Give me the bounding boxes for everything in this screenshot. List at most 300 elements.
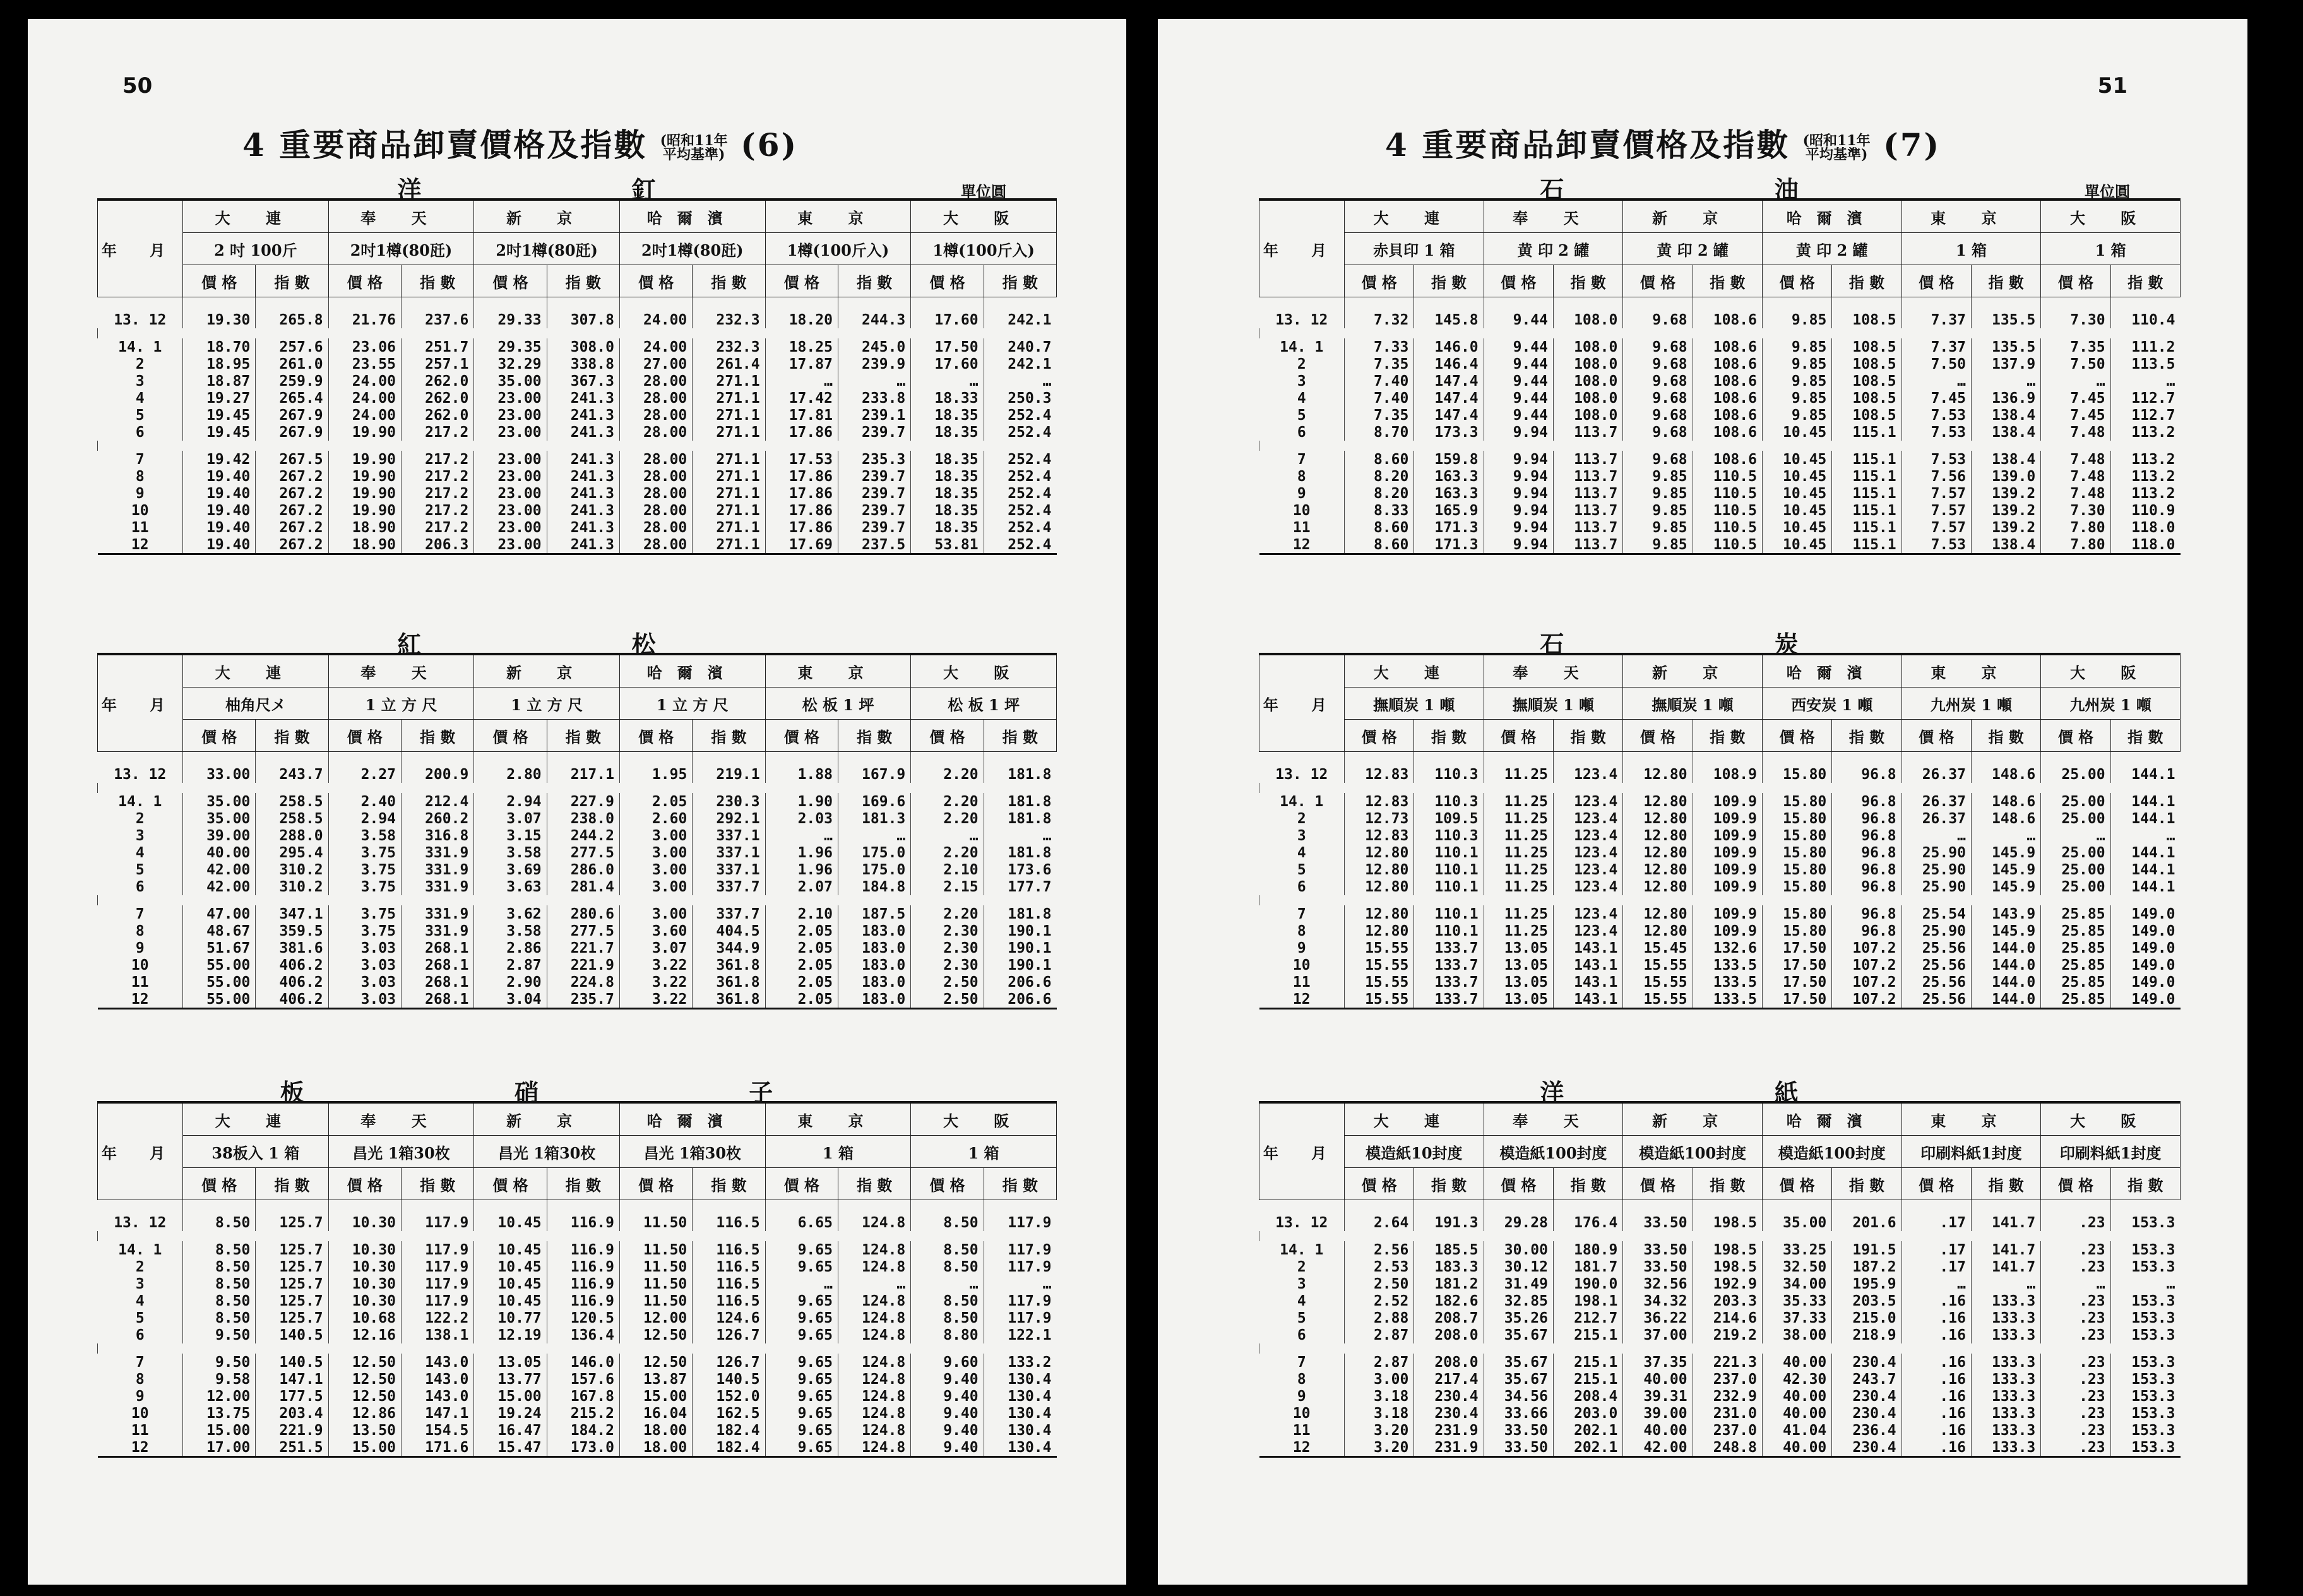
index-cell: 124.8 — [838, 1439, 910, 1457]
index-cell: 115.1 — [1832, 536, 1901, 554]
commodity-title: 石 油 — [1540, 176, 1900, 204]
price-cell: .23 — [2041, 1405, 2110, 1422]
price-cell: 17.86 — [765, 502, 838, 519]
price-cell: 12.80 — [1345, 861, 1414, 878]
price-cell: 8.80 — [911, 1326, 984, 1343]
price-cell: 51.67 — [183, 939, 256, 956]
index-header: 指 數 — [838, 1168, 910, 1200]
index-cell: 110.1 — [1414, 878, 1484, 895]
index-cell: 361.8 — [693, 956, 765, 974]
city-header: 新 京 — [1623, 1102, 1763, 1136]
index-cell: … — [838, 827, 910, 844]
row-spacer — [98, 441, 1057, 451]
index-cell: 125.7 — [256, 1241, 328, 1258]
price-cell: 8.60 — [1345, 451, 1414, 468]
index-cell: 96.8 — [1832, 793, 1901, 810]
price-header: 價 格 — [1345, 1168, 1414, 1200]
price-cell: 8.60 — [1345, 536, 1414, 554]
index-cell: … — [1971, 372, 2040, 390]
index-cell: 110.1 — [1414, 844, 1484, 861]
price-cell: 13.05 — [1484, 956, 1553, 974]
index-cell: 117.9 — [401, 1200, 473, 1232]
row-spacer — [98, 783, 1057, 793]
index-cell: 258.5 — [256, 810, 328, 827]
price-cell: 16.04 — [619, 1405, 692, 1422]
index-cell: 252.4 — [984, 407, 1056, 424]
price-cell: 3.58 — [474, 844, 547, 861]
price-cell: 18.35 — [911, 502, 984, 519]
price-cell: 19.45 — [183, 407, 256, 424]
price-cell: 9.65 — [765, 1388, 838, 1405]
index-cell: 240.7 — [984, 338, 1056, 355]
index-cell: 124.8 — [838, 1405, 910, 1422]
price-cell: 33.25 — [1762, 1241, 1831, 1258]
period-cell: 9 — [1297, 485, 1306, 502]
price-cell: 9.44 — [1484, 390, 1553, 407]
period-cell: 4 — [1297, 1292, 1306, 1309]
index-cell: 96.8 — [1832, 810, 1901, 827]
index-cell: 239.7 — [838, 468, 910, 485]
index-cell: 113.7 — [1553, 451, 1622, 468]
table-row — [1259, 1275, 2181, 1292]
price-cell: 3.00 — [619, 905, 692, 922]
index-header: 指 數 — [1971, 1168, 2040, 1200]
index-cell: 177.5 — [256, 1388, 328, 1405]
price-table — [97, 1101, 1057, 1458]
price-cell: 19.27 — [183, 390, 256, 407]
index-cell: 116.9 — [547, 1292, 619, 1309]
index-cell: 331.9 — [401, 905, 473, 922]
price-cell: 35.00 — [474, 372, 547, 390]
table-row — [98, 519, 1057, 536]
index-cell: 133.3 — [1971, 1354, 2040, 1371]
price-cell: 13.77 — [474, 1371, 547, 1388]
table-row — [1259, 793, 2181, 810]
price-cell: 23.00 — [474, 424, 547, 441]
price-cell: 35.00 — [1762, 1200, 1831, 1232]
price-cell: 40.00 — [183, 844, 256, 861]
spec-header: 1樽(100斤入) — [911, 233, 1057, 265]
index-cell: 267.2 — [256, 502, 328, 519]
price-cell: 32.85 — [1484, 1292, 1553, 1309]
price-cell: 23.00 — [474, 407, 547, 424]
city-header: 奉 天 — [328, 200, 474, 233]
index-cell: 133.7 — [1414, 939, 1484, 956]
index-cell: 187.5 — [838, 905, 910, 922]
index-header: 指 數 — [838, 720, 910, 752]
index-cell: 108.6 — [1693, 424, 1762, 441]
index-cell: 236.4 — [1832, 1422, 1901, 1439]
price-cell: 7.48 — [2041, 485, 2110, 502]
index-cell: 202.1 — [1553, 1439, 1622, 1457]
index-cell: 181.8 — [984, 752, 1056, 783]
spec-header: 2吋1樽(80瓩) — [619, 233, 765, 265]
price-cell: 2.88 — [1345, 1309, 1414, 1326]
index-cell: 195.9 — [1832, 1275, 1901, 1292]
period-cell: 4 — [135, 390, 145, 407]
period-cell: 7 — [1297, 1354, 1306, 1371]
price-cell: .23 — [2041, 1388, 2110, 1405]
price-cell: 9.44 — [1484, 338, 1553, 355]
price-header: 價 格 — [328, 720, 401, 752]
price-cell: 3.75 — [328, 922, 401, 939]
price-cell: 19.90 — [328, 451, 401, 468]
period-cell: 2 — [1297, 810, 1306, 827]
period-cell: 13. 12 — [1275, 1214, 1328, 1231]
block-header — [97, 625, 1057, 658]
price-cell: 2.90 — [474, 974, 547, 991]
price-cell: 10.30 — [328, 1292, 401, 1309]
index-cell: 181.8 — [984, 844, 1056, 861]
price-cell: 9.85 — [1762, 372, 1831, 390]
index-cell: 257.6 — [256, 338, 328, 355]
index-cell: 153.3 — [2110, 1439, 2180, 1457]
index-cell: 133.3 — [1971, 1371, 2040, 1388]
price-cell: 9.68 — [1623, 355, 1693, 372]
index-cell: 144.0 — [1971, 939, 2040, 956]
period-cell: 14. 1 — [1280, 793, 1324, 810]
index-cell: 406.2 — [256, 974, 328, 991]
price-cell: .17 — [1901, 1241, 1971, 1258]
price-cell: 12.16 — [328, 1326, 401, 1343]
title-note: (昭和11年 平均基準) — [660, 133, 728, 163]
period-cell: 12 — [1259, 1439, 1345, 1457]
table-row — [1259, 536, 2181, 554]
index-cell: 124.8 — [838, 1326, 910, 1343]
index-cell: 224.8 — [547, 974, 619, 991]
price-cell: 8.20 — [1345, 468, 1414, 485]
price-cell: 3.03 — [328, 974, 401, 991]
price-cell: 33.00 — [183, 752, 256, 783]
city-header: 新 京 — [474, 200, 620, 233]
index-cell: 108.5 — [1832, 338, 1901, 355]
commodity-title: 洋 釘 — [397, 176, 757, 204]
price-cell: 23.55 — [328, 355, 401, 372]
row-spacer — [98, 1343, 1057, 1354]
price-cell: 8.20 — [1345, 485, 1414, 502]
price-cell: 9.65 — [765, 1241, 838, 1258]
price-cell: 1.90 — [765, 793, 838, 810]
price-cell: 17.60 — [911, 355, 984, 372]
price-cell: 3.22 — [619, 991, 692, 1009]
price-cell: … — [765, 827, 838, 844]
price-cell: 30.12 — [1484, 1258, 1553, 1275]
period-cell: 5 — [135, 407, 145, 424]
index-cell: 239.9 — [838, 355, 910, 372]
index-cell: 124.8 — [838, 1354, 910, 1371]
index-cell: 153.3 — [2110, 1371, 2180, 1388]
unit-label: 單位圓 — [961, 182, 1006, 201]
index-header: 指 數 — [1414, 1168, 1484, 1200]
price-cell: 28.00 — [619, 485, 692, 502]
price-cell: 9.60 — [911, 1354, 984, 1371]
row-spacer — [1259, 1231, 2181, 1241]
price-cell: 42.30 — [1762, 1371, 1831, 1388]
index-cell: 115.1 — [1832, 502, 1901, 519]
index-cell: 262.0 — [401, 372, 473, 390]
index-cell: 116.5 — [693, 1258, 765, 1275]
period-cell: 3 — [1297, 1275, 1306, 1292]
index-cell: 108.6 — [1693, 338, 1762, 355]
price-cell: 9.94 — [1484, 519, 1553, 536]
price-cell: 55.00 — [183, 991, 256, 1009]
row-spacer — [1259, 328, 2181, 338]
page-title — [242, 120, 798, 165]
index-cell: 96.8 — [1832, 861, 1901, 878]
price-cell: 8.50 — [183, 1309, 256, 1326]
index-cell: 337.7 — [693, 878, 765, 895]
price-cell: 10.45 — [1762, 502, 1831, 519]
index-cell: 187.2 — [1832, 1258, 1901, 1275]
index-cell: 149.0 — [2110, 939, 2180, 956]
price-cell: 2.52 — [1345, 1292, 1414, 1309]
index-cell: 144.1 — [2110, 878, 2180, 895]
price-cell: .23 — [2041, 1200, 2110, 1232]
index-cell: 133.3 — [1971, 1292, 2040, 1309]
price-cell: 23.06 — [328, 338, 401, 355]
index-cell: 112.7 — [2110, 407, 2180, 424]
period-cell: 11 — [131, 974, 149, 991]
price-cell: 1.96 — [765, 844, 838, 861]
price-header: 價 格 — [183, 265, 256, 297]
price-cell: 15.80 — [1762, 844, 1831, 861]
measure-row — [98, 265, 1057, 297]
price-cell: 7.45 — [1901, 390, 1971, 407]
index-cell: 137.9 — [1971, 355, 2040, 372]
index-cell: 153.3 — [2110, 1258, 2180, 1275]
index-header: 指 數 — [1553, 720, 1622, 752]
index-cell: 117.9 — [984, 1241, 1056, 1258]
price-cell: 15.80 — [1762, 810, 1831, 827]
spec-header: 1 箱 — [1901, 233, 2041, 265]
city-header: 大 阪 — [2041, 200, 2181, 233]
index-cell: 232.3 — [693, 338, 765, 355]
price-cell: 25.90 — [1901, 861, 1971, 878]
index-cell: 242.1 — [984, 297, 1056, 329]
price-cell: 23.00 — [474, 519, 547, 536]
index-cell: 115.1 — [1832, 485, 1901, 502]
period-cell: 3 — [135, 372, 145, 390]
index-cell: 107.2 — [1832, 939, 1901, 956]
table-row — [1259, 1354, 2181, 1371]
index-header: 指 數 — [984, 1168, 1056, 1200]
price-cell: 7.53 — [1901, 451, 1971, 468]
price-table — [1259, 1101, 2181, 1458]
period-cell: 10 — [131, 956, 149, 974]
index-cell: 331.9 — [401, 844, 473, 861]
index-cell: 176.4 — [1553, 1200, 1622, 1232]
index-cell: 136.9 — [1971, 390, 2040, 407]
index-cell: 139.2 — [1971, 502, 2040, 519]
price-cell: 17.86 — [765, 424, 838, 441]
index-cell: 251.5 — [256, 1439, 328, 1457]
index-cell: 235.3 — [838, 451, 910, 468]
index-cell: 108.5 — [1832, 355, 1901, 372]
price-cell: 7.35 — [1345, 407, 1414, 424]
price-cell: 40.00 — [1623, 1371, 1693, 1388]
index-cell: 115.1 — [1832, 451, 1901, 468]
price-cell: 11.25 — [1484, 752, 1553, 783]
period-cell: 14. 1 — [1280, 1241, 1324, 1258]
index-cell: 144.1 — [2110, 844, 2180, 861]
price-cell: 3.03 — [328, 939, 401, 956]
period-cell: 5 — [135, 1309, 145, 1326]
index-cell: 144.1 — [2110, 861, 2180, 878]
period-cell: 7 — [135, 905, 145, 922]
index-cell: 208.0 — [1414, 1354, 1484, 1371]
city-header: 奉 天 — [1484, 1102, 1623, 1136]
price-cell: 18.90 — [328, 536, 401, 554]
index-cell: 250.3 — [984, 390, 1056, 407]
period-cell: 8 — [1297, 922, 1306, 939]
period-cell: 6 — [1297, 878, 1306, 895]
price-header: 價 格 — [474, 265, 547, 297]
spec-header: 黄 印 2 罐 — [1484, 233, 1623, 265]
index-cell: 267.2 — [256, 468, 328, 485]
index-cell: 143.0 — [401, 1388, 473, 1405]
price-cell: 11.25 — [1484, 905, 1553, 922]
index-cell: 238.0 — [547, 810, 619, 827]
index-cell: 146.0 — [547, 1354, 619, 1371]
table-row — [1259, 974, 2181, 991]
measure-row — [1259, 1168, 2181, 1200]
city-header: 大 連 — [1345, 200, 1484, 233]
index-cell: 260.2 — [401, 810, 473, 827]
index-cell: 145.9 — [1971, 861, 2040, 878]
period-cell: 14. 1 — [118, 338, 162, 355]
index-cell: 146.4 — [1414, 355, 1484, 372]
index-cell: 191.5 — [1832, 1241, 1901, 1258]
price-cell: 19.40 — [183, 536, 256, 554]
index-header: 指 數 — [1414, 265, 1484, 297]
price-cell: 11.25 — [1484, 861, 1553, 878]
period-cell: 4 — [135, 1292, 145, 1309]
spec-header: 昌光 1箱30枚 — [328, 1136, 474, 1168]
city-header: 哈爾濱 — [619, 654, 765, 688]
page-title — [1385, 120, 1941, 165]
index-cell: 241.3 — [547, 390, 619, 407]
table-row — [1259, 407, 2181, 424]
row-spacer — [98, 1231, 1057, 1241]
index-cell: 227.9 — [547, 793, 619, 810]
price-cell: 25.00 — [2041, 878, 2110, 895]
row-spacer — [1259, 1343, 2181, 1354]
price-cell: 12.83 — [1345, 752, 1414, 783]
spec-header: 1樽(100斤入) — [765, 233, 911, 265]
price-cell: 9.44 — [1484, 407, 1553, 424]
price-cell: 8.50 — [183, 1258, 256, 1275]
index-cell: 144.0 — [1971, 991, 2040, 1009]
table-row — [98, 1405, 1057, 1422]
period-cell: 6 — [135, 878, 145, 895]
price-cell: .23 — [2041, 1258, 2110, 1275]
price-cell: 17.50 — [1762, 974, 1831, 991]
index-cell: 271.1 — [693, 451, 765, 468]
price-cell: 15.00 — [328, 1439, 401, 1457]
index-cell: 144.1 — [2110, 793, 2180, 810]
index-cell: 154.5 — [401, 1422, 473, 1439]
price-cell: 23.00 — [474, 468, 547, 485]
index-header: 指 數 — [1832, 720, 1901, 752]
index-cell: 96.8 — [1832, 827, 1901, 844]
city-header: 大 連 — [1345, 1102, 1484, 1136]
index-cell: 190.1 — [984, 956, 1056, 974]
price-header: 價 格 — [1623, 265, 1693, 297]
spec-header: 西安炭 1 噸 — [1762, 688, 1901, 720]
price-header: 價 格 — [1623, 1168, 1693, 1200]
index-cell: 124.8 — [838, 1371, 910, 1388]
price-cell: 3.62 — [474, 905, 547, 922]
price-cell: 2.94 — [328, 810, 401, 827]
price-cell: 7.48 — [2041, 424, 2110, 441]
index-header: 指 數 — [1553, 1168, 1622, 1200]
index-cell: 109.9 — [1693, 793, 1762, 810]
period-cell: 10 — [131, 502, 149, 519]
index-cell: 230.3 — [693, 793, 765, 810]
city-header: 大 連 — [183, 1102, 329, 1136]
index-cell: 337.1 — [693, 844, 765, 861]
index-cell: 149.0 — [2110, 974, 2180, 991]
index-cell: 217.4 — [1414, 1371, 1484, 1388]
price-cell: 8.50 — [911, 1241, 984, 1258]
city-header: 哈爾濱 — [1762, 654, 1901, 688]
index-cell: 107.2 — [1832, 974, 1901, 991]
table-row — [98, 1439, 1057, 1457]
index-cell: 96.8 — [1832, 844, 1901, 861]
index-cell: 117.9 — [401, 1292, 473, 1309]
price-cell: 12.50 — [328, 1388, 401, 1405]
period-cell: 6 — [135, 424, 145, 441]
index-cell: 116.5 — [693, 1292, 765, 1309]
index-cell: 143.1 — [1553, 939, 1622, 956]
index-header: 指 數 — [256, 1168, 328, 1200]
price-cell: 25.00 — [2041, 752, 2110, 783]
price-cell: 7.53 — [1901, 407, 1971, 424]
price-cell: 39.00 — [1623, 1405, 1693, 1422]
price-cell: 35.26 — [1484, 1309, 1553, 1326]
index-cell: 148.6 — [1971, 752, 2040, 783]
table-row — [98, 905, 1057, 922]
city-header: 東 京 — [765, 200, 911, 233]
table-row — [1259, 502, 2181, 519]
price-cell: 10.45 — [1762, 468, 1831, 485]
index-cell: 116.5 — [693, 1241, 765, 1258]
price-cell: 19.42 — [183, 451, 256, 468]
period-cell: 3 — [135, 827, 145, 844]
price-cell: 55.00 — [183, 956, 256, 974]
table-row — [1259, 355, 2181, 372]
index-cell: 153.3 — [2110, 1241, 2180, 1258]
index-cell: 252.4 — [984, 451, 1056, 468]
index-cell: 124.8 — [838, 1309, 910, 1326]
price-cell: 25.56 — [1901, 974, 1971, 991]
period-cell: 3 — [135, 1275, 145, 1292]
title-main: 4 重要商品卸賣價格及指數 — [242, 126, 648, 164]
price-cell: 25.00 — [2041, 861, 2110, 878]
price-cell: 9.85 — [1623, 502, 1693, 519]
index-cell: 125.7 — [256, 1275, 328, 1292]
commodity-block — [1259, 170, 2181, 555]
price-cell: .16 — [1901, 1292, 1971, 1309]
price-header: 價 格 — [1901, 720, 1971, 752]
index-cell: 145.9 — [1971, 844, 2040, 861]
index-cell: 149.0 — [2110, 991, 2180, 1009]
spec-header: 撫順炭 1 噸 — [1484, 688, 1623, 720]
index-cell: 144.0 — [1971, 956, 2040, 974]
index-cell: 135.5 — [1971, 297, 2040, 329]
index-cell: 233.8 — [838, 390, 910, 407]
price-cell: 6.65 — [765, 1200, 838, 1232]
